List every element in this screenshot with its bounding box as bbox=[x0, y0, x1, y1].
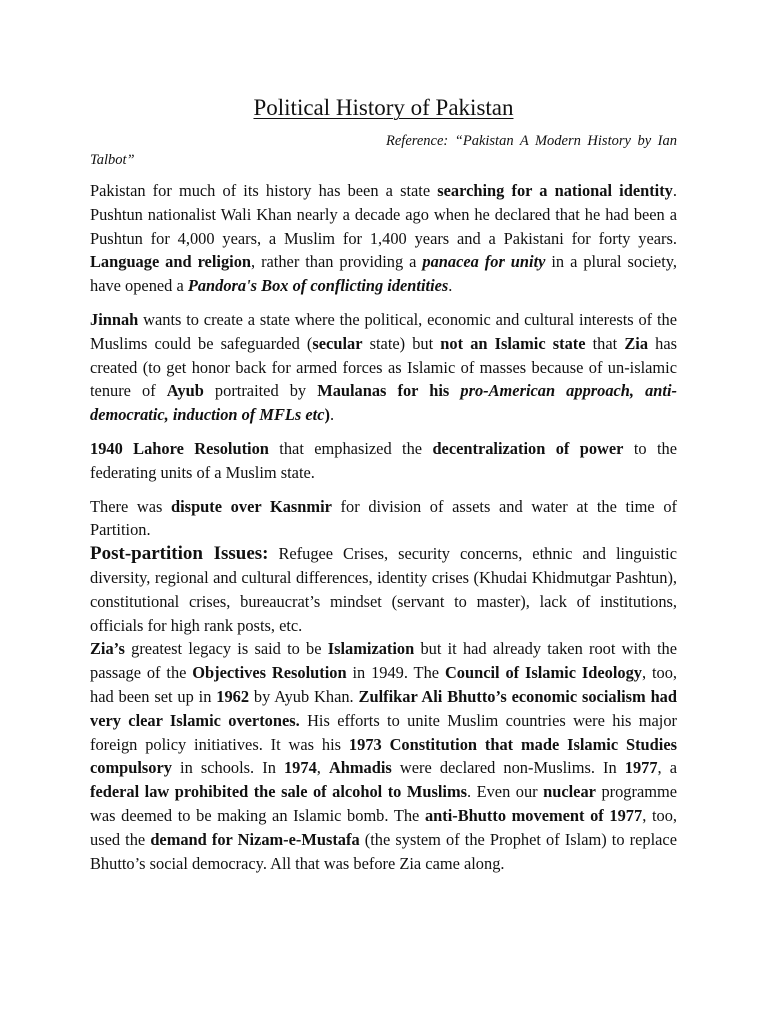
emphasis-text: searching for a national identity bbox=[437, 181, 673, 200]
body-text: There was bbox=[90, 496, 172, 516]
emphasis-text: Ahmadis bbox=[328, 758, 392, 778]
body-text: . bbox=[329, 405, 335, 425]
body-text: His efforts to unite Muslim countries were his major foreign policy initiatives. It was his bbox=[90, 710, 677, 754]
paragraph-islamization bbox=[90, 637, 677, 875]
reference-note: Reference: “Pakistan A Modern History by Ian Talbot” bbox=[90, 133, 677, 168]
body-text: (the system of the Prophet of Islam) to replace Bhutto’s social democracy. All that was before Zia came along. bbox=[90, 829, 677, 873]
paragraph-jinnah bbox=[90, 308, 677, 427]
body-text: , bbox=[316, 758, 329, 778]
body-text: were declared non-Muslims. In bbox=[391, 758, 625, 778]
body-text: state) but bbox=[362, 333, 441, 353]
document-title: Political History of Pakistan bbox=[253, 95, 514, 120]
emphasis-text: dispute over Kasnmir bbox=[171, 496, 332, 516]
body-text: portraited by bbox=[203, 381, 318, 401]
body-text: , a bbox=[657, 758, 677, 778]
body-text: to the federating units of a Muslim state. bbox=[90, 438, 677, 482]
emphasis-text: 1973 Constitution that made Islamic Studies compulsory bbox=[90, 734, 677, 778]
emphasis-text: Zia bbox=[624, 333, 649, 353]
emphasis-text: secular bbox=[312, 333, 363, 353]
emphasis-text: Jinnah bbox=[90, 309, 139, 329]
emphasis-text: 1962 bbox=[216, 686, 250, 706]
body-text: for division of assets and water at the time of Partition. bbox=[90, 496, 677, 540]
body-text: but it had already taken root with the passage of the bbox=[90, 639, 677, 683]
body-text: Refugee Crises, security concerns, ethnic and linguistic diversity, regional and cultural differences, identity crises (Khudai Khidmutgar Pashtun), constitutional crises, bureaucrat’s mindset (servant to master), lack of institutions, officials for high rank posts, etc. bbox=[90, 544, 677, 635]
emphasis-text: Zulfikar Ali Bhutto’s economic socialism had very clear Islamic overtones. bbox=[90, 686, 677, 730]
emphasis-text: Pandora's Box of conflicting identities bbox=[187, 276, 449, 296]
emphasis-text: not an Islamic state bbox=[440, 333, 586, 353]
emphasis-text: federal law prohibited the sale of alcohol to Muslims bbox=[90, 782, 467, 802]
emphasis-text: Post-partition Issues: bbox=[90, 543, 269, 565]
emphasis-text: Zia’s bbox=[90, 639, 125, 659]
body-text: greatest legacy is said to be bbox=[124, 639, 328, 659]
body-text: Pakistan for much of its history has been a state bbox=[90, 181, 438, 200]
emphasis-text: Islamization bbox=[327, 639, 415, 659]
emphasis-text: Maulanas for his bbox=[317, 381, 461, 401]
emphasis-text: nuclear bbox=[543, 782, 596, 802]
paragraph-lahore-resolution bbox=[90, 437, 677, 485]
emphasis-text: panacea for unity bbox=[422, 252, 546, 272]
emphasis-text: 1974 bbox=[283, 758, 317, 778]
body-text: by Ayub Khan. bbox=[249, 686, 359, 706]
body-text: has created (to get honor back for armed forces as Islamic of masses because of un-islamic tenure of bbox=[90, 333, 677, 401]
emphasis-text: demand for Nizam-e-Mustafa bbox=[150, 829, 360, 849]
paragraph-kashmir-dispute bbox=[90, 495, 677, 543]
emphasis-text: 1977 bbox=[624, 758, 658, 778]
body-text: in 1949. The bbox=[346, 663, 445, 683]
emphasis-text: anti-Bhutto movement of 1977 bbox=[424, 805, 643, 825]
body-text: . Pushtun nationalist Wali Khan nearly a decade ago when he declared that he had been a Pushtun for 4,000 years, a Muslim for 1,400 years and a Pakistani for forty years. bbox=[90, 181, 677, 248]
body-text: , rather than providing a bbox=[251, 252, 423, 272]
emphasis-text: Language and religion bbox=[90, 252, 251, 272]
emphasis-text: Council of Islamic Ideology bbox=[444, 663, 642, 683]
body-text: . bbox=[448, 276, 453, 296]
emphasis-text: decentralization of power bbox=[432, 438, 624, 458]
body-text: in schools. In bbox=[171, 758, 284, 778]
emphasis-text: ) bbox=[324, 405, 330, 425]
body-text: programme was deemed to be making an Islamic bomb. The bbox=[90, 782, 677, 825]
body-text: , too, used the bbox=[90, 805, 677, 849]
emphasis-text: Objectives Resolution bbox=[192, 663, 347, 683]
emphasis-text: 1940 Lahore Resolution bbox=[90, 438, 269, 458]
body-text: , too, had been set up in bbox=[90, 663, 677, 706]
paragraph-post-partition-issues bbox=[90, 542, 677, 637]
document-page bbox=[90, 0, 677, 875]
paragraph-national-identity bbox=[90, 179, 677, 298]
body-text: . Even our bbox=[466, 782, 544, 802]
body-text: wants to create a state where the political, economic and cultural interests of the Muslims could be safeguarded ( bbox=[90, 309, 677, 353]
body-text: that bbox=[585, 333, 625, 353]
body-text: that emphasized the bbox=[268, 438, 433, 458]
emphasis-text: Ayub bbox=[166, 381, 204, 401]
emphasis-text: pro-American approach, anti-democratic, induction of MFLs etc bbox=[90, 381, 677, 425]
body-text: in a plural society, have opened a bbox=[90, 252, 677, 296]
